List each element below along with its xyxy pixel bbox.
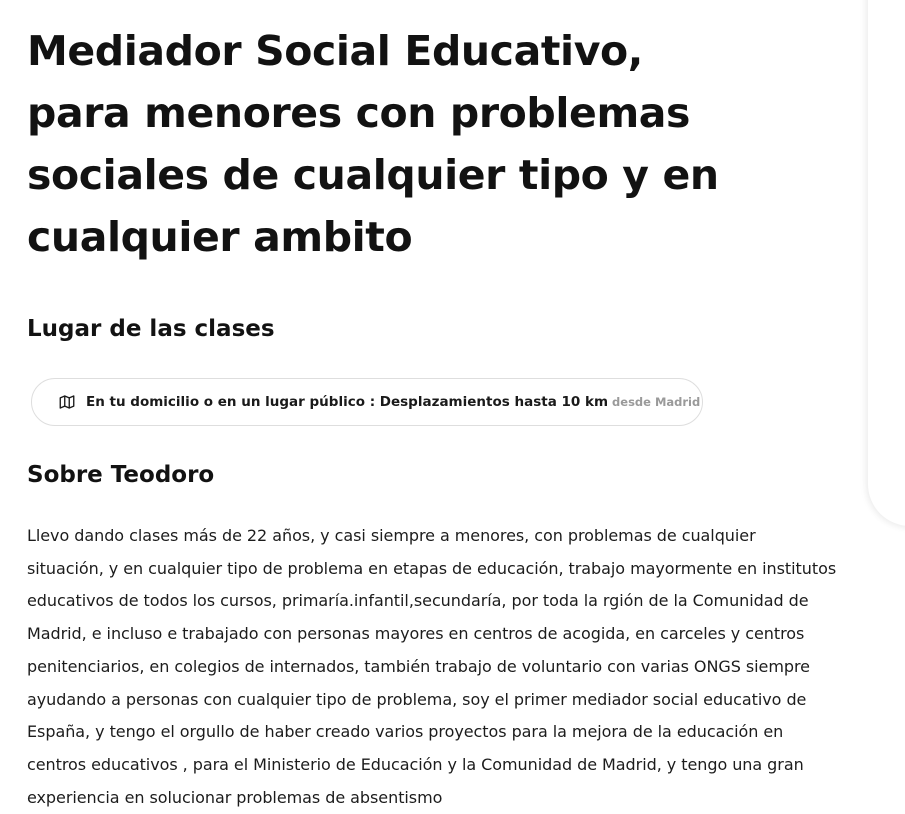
location-heading: Lugar de las clases <box>27 316 275 342</box>
side-booking-card <box>868 0 905 526</box>
location-origin: desde Madrid <box>612 395 701 409</box>
page-title: Mediador Social Educativo, para menores con problemas sociales de cualquier tipo y en cualquier ambito <box>27 27 719 261</box>
map-icon <box>58 393 76 411</box>
location-text: En tu domicilio o en un lugar público : Desplazamientos hasta 10 km <box>86 394 609 410</box>
about-heading: Sobre Teodoro <box>27 462 215 488</box>
location-chip <box>31 378 703 426</box>
main-content <box>27 20 837 807</box>
about-bio: Llevo dando clases más de 22 años, y casi siempre a menores, con problemas de cualquier situación, y en cualquier tipo de problema en etapas de educación, trabajo mayormente en institutos educativos de todos los cursos, primaría.infantil,secundaría, por toda la rgión de la Comunidad de Madrid, e incluso e trabajado con personas mayores en centros de acogida, en carceles y centros penitenciarios, en colegios de internados, también trabajo de voluntario con varias ONGS siempre ayudando a personas con cualquier tipo de problema, soy el primer mediador social educativo de España, y tengo el orgullo de haber creado varios proyectos para la mejora de la educación en centros educativos , para el Ministerio de Educación y la Comunidad de Madrid, y tengo una gran experiencia en solucionar problemas de absentismo <box>27 526 837 807</box>
